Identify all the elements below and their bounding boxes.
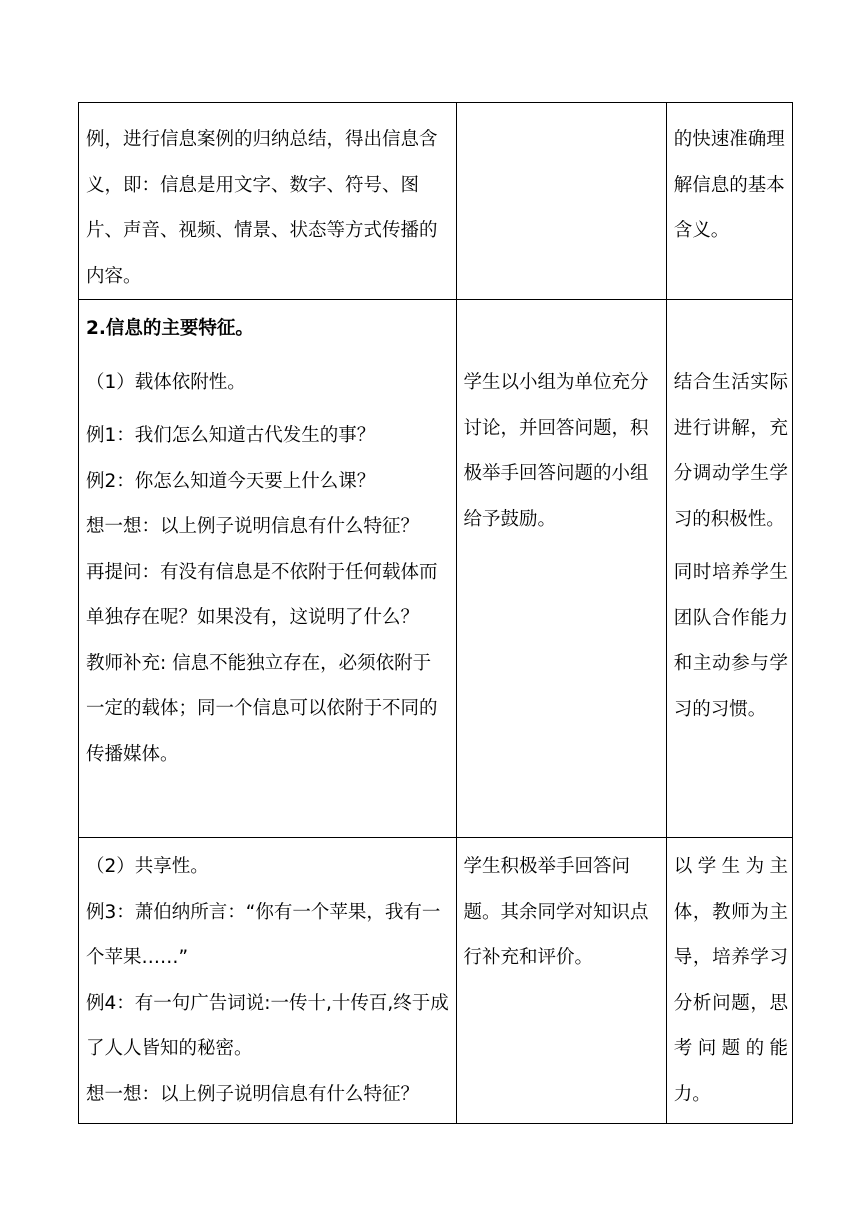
intent-text: 同时培养学生团队合作能力和主动参与学习的习惯。: [673, 562, 788, 720]
section-heading: 2.信息的主要特征。: [86, 318, 254, 339]
activity-cell: [79, 838, 457, 1124]
table-row: [79, 103, 793, 300]
activity-cell: [79, 103, 457, 300]
intent-cell: [666, 103, 792, 300]
student-cell: [456, 838, 666, 1124]
activity-text: 再提问：有没有信息是不依附于任何载体而单独存在呢？如果没有，这说明了什么？: [86, 561, 438, 628]
student-text: 学生积极举手回答问题。其余同学对知识点行补充和评价。: [463, 856, 649, 968]
activity-text: 教师补充: 信息不能独立存在，必须依附于一定的载体；同一个信息可以依附于不同的传播媒体。: [86, 652, 438, 765]
activity-text: （2）共享性。: [86, 856, 209, 877]
intent-text: 以学生为主体，教师为主导，培养学习分析问题，思考问题的能力。: [673, 856, 788, 1105]
activity-text: 例1：我们怎么知道古代发生的事？: [86, 425, 376, 446]
intent-cell: [666, 838, 792, 1124]
student-cell: [456, 300, 666, 838]
table-row: [79, 838, 793, 1124]
student-text: 学生以小组为单位充分讨论，并回答问题，积极举手回答问题的小组给予鼓励。: [463, 372, 649, 530]
table-row: [79, 300, 793, 838]
activity-text: （1）载体依附性。: [86, 371, 246, 393]
intent-text: 结合生活实际进行讲解，充分调动学生学习的积极性。: [673, 372, 788, 530]
activity-text: 想一想：以上例子说明信息有什么特征？: [86, 516, 420, 537]
activity-text: 想一想：以上例子说明信息有什么特征？: [86, 1083, 420, 1105]
student-cell: [456, 103, 666, 300]
lesson-plan-table: [78, 102, 793, 1124]
activity-text: 例，进行信息案例的归纳总结，得出信息含义，即：信息是用文字、数字、符号、图片、声音、视频、情景、状态等方式传播的内容。: [86, 129, 438, 287]
activity-text: 例2：你怎么知道今天要上什么课？: [86, 470, 376, 492]
intent-cell: [666, 300, 792, 838]
intent-text: 的快速准确理解信息的基本含义。: [673, 129, 785, 241]
activity-text: 例3：萧伯纳所言：“你有一个苹果，我有一个苹果……”: [86, 901, 441, 968]
activity-text: 例4：有一句广告词说:一传十,十传百,终于成了人人皆知的秘密。: [86, 992, 449, 1059]
activity-cell: [79, 300, 457, 838]
